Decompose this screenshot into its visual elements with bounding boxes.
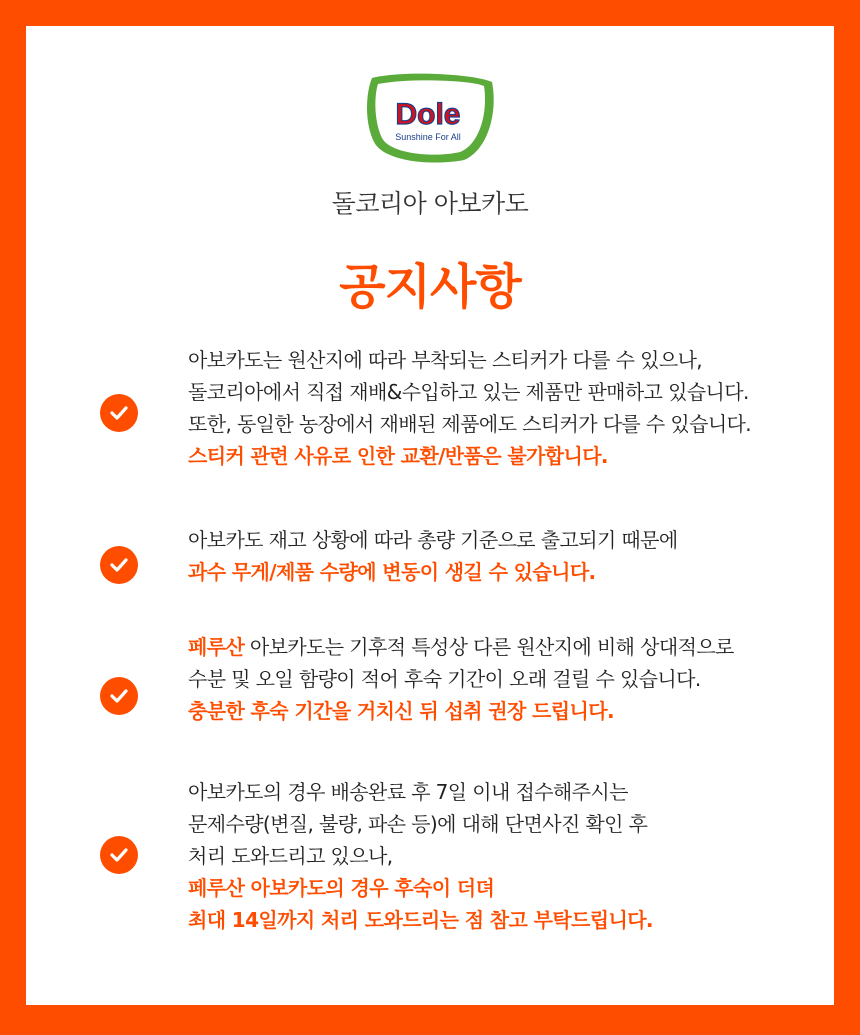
check-circle-icon: [100, 546, 138, 584]
logo-tagline: Sunshine For All: [395, 132, 461, 142]
check-circle-icon: [100, 394, 138, 432]
logo-wordmark: Dole: [395, 98, 461, 131]
notice-line: 문제수량(변질, 불량, 파손 등)에 대해 단면사진 확인 후: [188, 812, 648, 836]
page-title: 공지사항: [339, 259, 521, 315]
notice-line: 아보카도의 경우 배송완료 후 7일 이내 접수해주시는: [188, 780, 628, 804]
brand-text: 돌코리아 아보카도: [331, 189, 529, 218]
check-circle-icon: [100, 836, 138, 874]
notice-card: [26, 26, 834, 1005]
notice-line: 처리 도와드리고 있으나,: [188, 844, 393, 868]
notice-warning-line: 충분한 후숙 기간을 거치신 뒤 섭취 권장 드립니다.: [188, 699, 614, 723]
notice-line: 돌코리아에서 직접 재배&수입하고 있는 제품만 판매하고 있습니다.: [188, 380, 749, 404]
notice-warning-line: 최대 14일까지 처리 도와드리는 점 참고 부탁드립니다.: [188, 908, 653, 932]
notice-warning-line: 스티커 관련 사유로 인한 교환/반품은 불가합니다.: [188, 444, 608, 468]
notice-line: 아보카도 재고 상황에 따라 총량 기준으로 출고되기 때문에: [188, 528, 678, 552]
notice-line: 아보카도는 원산지에 따라 부착되는 스티커가 다를 수 있으나,: [188, 348, 703, 372]
notice-warning-line: 과수 무게/제품 수량에 변동이 생길 수 있습니다.: [188, 560, 596, 584]
notice-line-rest: 아보카도는 기후적 특성상 다른 원산지에 비해 상대적으로: [244, 635, 734, 659]
notice-warning-line: 페루산 아보카도의 경우 후숙이 더뎌: [188, 876, 495, 900]
notice-line: 수분 및 오일 함량이 적어 후숙 기간이 오래 걸릴 수 있습니다.: [188, 667, 701, 691]
dole-logo: [364, 72, 498, 164]
origin-highlight: 페루산: [188, 635, 245, 659]
notice-line: 또한, 동일한 농장에서 재배된 제품에도 스티커가 다를 수 있습니다.: [188, 412, 752, 436]
check-circle-icon: [100, 677, 138, 715]
notice-line: [188, 631, 828, 663]
